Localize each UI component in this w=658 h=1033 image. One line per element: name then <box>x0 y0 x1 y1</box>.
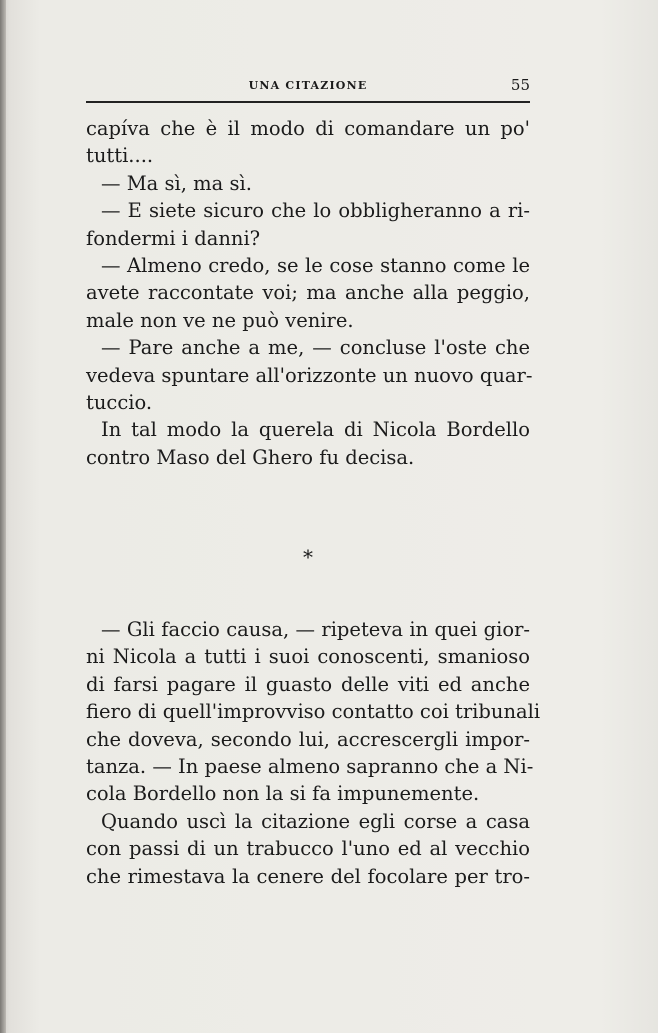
text-line: — Ma sì, ma sì. <box>101 171 252 195</box>
text-line: fiero di quell'improvviso contatto coi tribunali <box>86 700 541 724</box>
text-line: In tal modo la querela di Nicola Bordello <box>101 418 530 442</box>
text-block-bottom <box>86 616 541 890</box>
text-line: capíva che è il modo di comandare un po' <box>86 117 530 140</box>
paragraph <box>86 115 530 170</box>
page-number: 55 <box>510 76 530 94</box>
text-line: male non ve ne può venire. <box>86 308 354 332</box>
text-line: con passi di un trabucco l'uno ed al vecchio <box>86 837 530 861</box>
paragraph <box>86 252 530 334</box>
paragraph <box>86 170 530 197</box>
text-line: ni Nicola a tutti i suoi conoscenti, smanioso <box>86 645 530 669</box>
text-line: — Pare anche a me, — concluse l'oste che <box>101 336 530 360</box>
header-rule <box>86 101 530 103</box>
text-line: fondermi i danni? <box>86 226 261 250</box>
text-line: avete raccontate voi; ma anche alla peggio, <box>86 281 530 305</box>
text-line: contro Maso del Ghero fu decisa. <box>86 445 415 469</box>
text-line: vedeva spuntare all'orizzonte un nuovo quar- <box>86 363 533 387</box>
paragraph <box>86 416 530 471</box>
section-break-asterisk: * <box>303 545 313 569</box>
text-block-top <box>86 115 533 471</box>
paragraph <box>86 616 541 808</box>
text-line: — Almeno credo, se le cose stanno come le <box>101 254 530 278</box>
text-line: di farsi pagare il guasto delle viti ed anche <box>86 672 530 696</box>
text-line: che rimestava la cenere del focolare per tro- <box>86 864 530 888</box>
text-line: — E siete sicuro che lo obbligheranno a ri- <box>101 199 530 223</box>
text-line: tutti.... <box>86 144 154 168</box>
text-line: che doveva, secondo lui, accrescergli impor- <box>86 727 530 751</box>
paragraph <box>86 808 530 890</box>
text-line: Quando uscì la citazione egli corse a casa <box>101 809 530 833</box>
paragraph <box>86 197 530 252</box>
text-line: cola Bordello non la si fa impunemente. <box>86 782 480 806</box>
page-spine-edge <box>0 0 6 1033</box>
text-line: tuccio. <box>86 391 153 415</box>
running-title: UNA CITAZIONE <box>248 79 368 92</box>
text-line: tanza. — In paese almeno sapranno che a Ni- <box>86 755 534 779</box>
text-line: — Gli faccio causa, — ripeteva in quei gior- <box>101 618 530 641</box>
running-head <box>86 76 530 98</box>
paragraph <box>86 334 533 416</box>
